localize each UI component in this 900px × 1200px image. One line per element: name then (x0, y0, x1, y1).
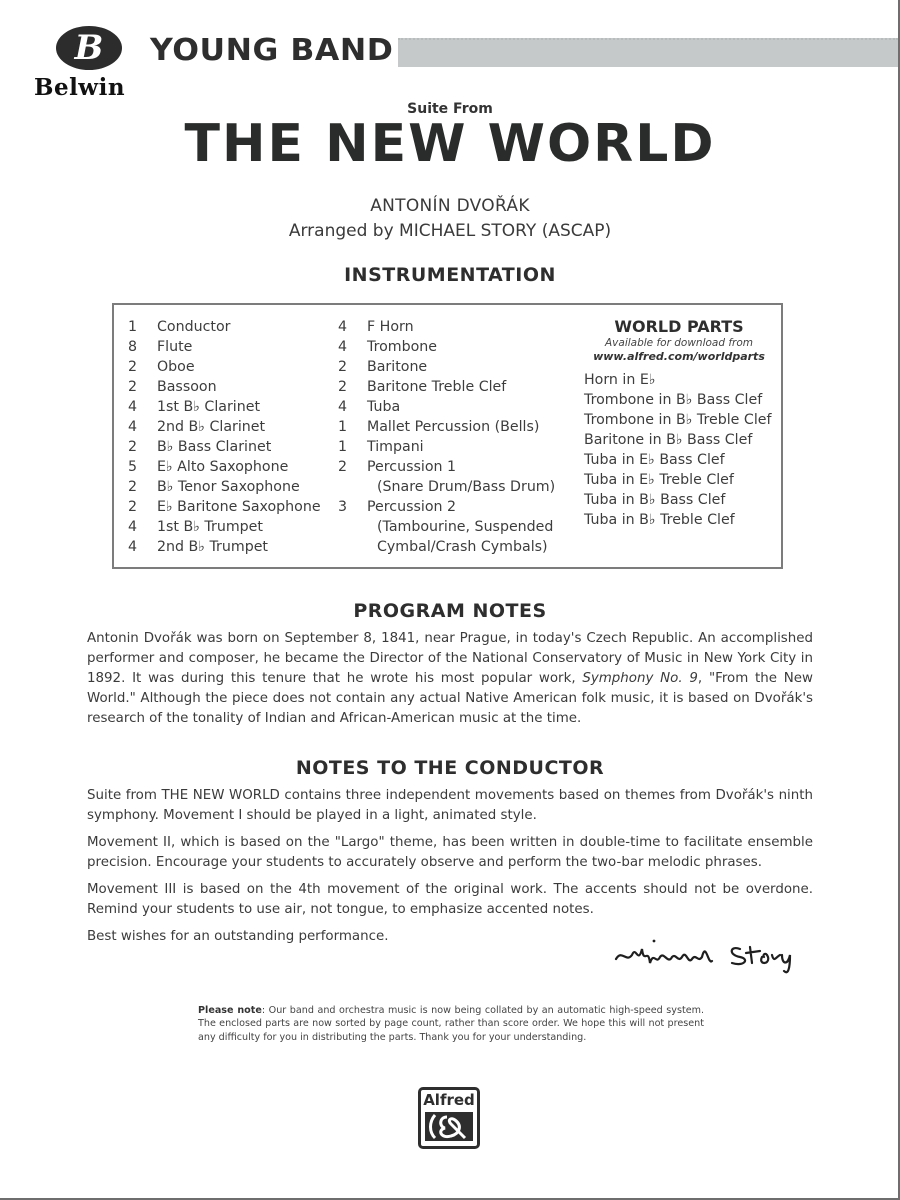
arranger: Arranged by MICHAEL STORY (ASCAP) (288, 221, 612, 241)
instrument-name: 1st B♭ Clarinet (157, 399, 261, 415)
program-notes-italic: Symphony No. 9 (582, 671, 698, 686)
world-part-item: Tuba in B♭ Bass Clef (584, 492, 726, 508)
world-parts (584, 317, 774, 530)
program-notes-heading: PROGRAM NOTES (353, 600, 547, 622)
instrument-name: Mallet Percussion (Bells) (367, 419, 540, 435)
world-part-item: Trombone in B♭ Bass Clef (584, 392, 763, 408)
instrument-name: (Snare Drum/Bass Drum) (377, 479, 556, 495)
world-parts-list (584, 370, 774, 530)
instrument-row (128, 377, 343, 397)
pretitle: Suite From (407, 101, 493, 117)
belwin-logo (30, 24, 145, 104)
instrument-row (128, 357, 343, 377)
world-part-item: Tuba in B♭ Treble Clef (584, 512, 735, 528)
belwin-wordmark: Belwin (34, 74, 126, 101)
instrument-name: Cymbal/Crash Cymbals) (377, 539, 548, 555)
instrument-name: 2nd B♭ Trumpet (157, 539, 268, 555)
instrument-name: Percussion 2 (367, 499, 457, 515)
signature-dot (653, 940, 656, 943)
instrument-name: Baritone (367, 359, 428, 375)
instrumentation-box (112, 303, 783, 569)
instrument-row (128, 397, 343, 417)
alfred-emblem-icon (425, 1112, 473, 1141)
instrument-row (338, 497, 578, 517)
alfred-logo (418, 1087, 480, 1149)
series-title: YOUNG BAND (150, 33, 394, 68)
instrument-quantity: 2 (128, 439, 138, 455)
instrument-row (128, 537, 343, 557)
signature-stroke (732, 947, 790, 972)
instrument-name: 1st B♭ Trumpet (157, 519, 263, 535)
instrument-name: E♭ Alto Saxophone (157, 459, 289, 475)
header-bar (398, 38, 898, 67)
instrument-name: E♭ Baritone Saxophone (157, 499, 321, 515)
instrument-row (338, 477, 578, 497)
instrument-row (338, 337, 578, 357)
conductor-paragraph: Suite from THE NEW WORLD contains three independent movements based on themes from Dvořák's ninth symphony. Movement I should be played in a light, animated style. (87, 788, 813, 823)
instrument-row (128, 337, 343, 357)
composer: ANTONÍN DVOŘÁK (370, 196, 530, 216)
conductor-paragraph: Movement II, which is based on the "Largo" theme, has been written in double-time to facilitate ensemble precision. Encourage your students to accurately observe and perform the two-bar melodic phrases. (87, 835, 813, 870)
instrument-row (128, 317, 343, 337)
please-note-text: : Our band and orchestra music is now being collated by an automatic high-speed system. The enclosed parts are now sorted by page count, rather than score order. We hope this will not present any difficulty for you in distributing the parts. Thank you for your understanding. (198, 1005, 705, 1043)
instrument-column-1 (128, 317, 343, 557)
instrument-row (128, 517, 343, 537)
world-part-item: Tuba in E♭ Bass Clef (584, 452, 725, 468)
instrument-column-2 (338, 317, 578, 557)
instrument-row (338, 417, 578, 437)
instrument-row (128, 497, 343, 517)
instrument-quantity: 1 (338, 439, 348, 455)
instrument-name: Flute (157, 339, 193, 355)
instrument-quantity: 4 (128, 539, 138, 555)
program-notes-text-2: , "From the New World." Although the piece does not contain any actual Native American folk music, it is based on Dvořák's research of the tonality of Indian and African-American music at the time. (87, 671, 813, 726)
world-parts-url[interactable]: www.alfred.com/worldparts (593, 350, 765, 363)
conductor-notes (87, 786, 813, 954)
instrument-name: B♭ Bass Clarinet (157, 439, 272, 455)
instrument-row (338, 537, 578, 557)
instrument-row (338, 317, 578, 337)
world-part-item: Trombone in B♭ Treble Clef (584, 412, 772, 428)
world-part-item: Horn in E♭ (584, 372, 656, 388)
instrument-name: 2nd B♭ Clarinet (157, 419, 266, 435)
instrument-quantity: 1 (128, 319, 138, 335)
please-note (198, 1004, 704, 1044)
instrument-quantity: 2 (128, 359, 138, 375)
instrumentation-heading: INSTRUMENTATION (344, 264, 556, 286)
instrument-row (128, 477, 343, 497)
instrument-quantity: 4 (128, 519, 138, 535)
instrument-quantity: 4 (338, 399, 348, 415)
instrument-row (128, 437, 343, 457)
instrument-row (338, 397, 578, 417)
instrument-quantity: 2 (338, 459, 348, 475)
world-part-item: Baritone in B♭ Bass Clef (584, 432, 753, 448)
instrument-name: Conductor (157, 319, 231, 335)
instrument-row (338, 377, 578, 397)
conductor-paragraph: Movement III is based on the 4th movement of the original work. The accents should not be overdone. Remind your students to use air, not tongue, to emphasize accented notes. (87, 882, 813, 917)
instrument-name: Bassoon (157, 379, 217, 395)
instrument-quantity: 2 (338, 379, 348, 395)
signature (612, 935, 812, 975)
instrument-quantity: 8 (128, 339, 138, 355)
instrument-name: Timpani (367, 439, 424, 455)
instrument-row (338, 457, 578, 477)
world-parts-subtitle: Available for download from (604, 337, 754, 349)
instrument-quantity: 5 (128, 459, 138, 475)
instrument-row (338, 517, 578, 537)
instrument-quantity: 4 (338, 319, 348, 335)
instrument-name: (Tambourine, Suspended (377, 519, 554, 535)
instrument-name: F Horn (367, 319, 414, 335)
instrument-name: Tuba (367, 399, 401, 415)
world-parts-title: WORLD PARTS (614, 317, 744, 336)
instrument-row (128, 417, 343, 437)
conductor-notes-heading: NOTES TO THE CONDUCTOR (295, 757, 605, 779)
instrument-quantity: 3 (338, 499, 348, 515)
instrument-name: Percussion 1 (367, 459, 457, 475)
instrument-quantity: 2 (128, 479, 138, 495)
instrument-row (128, 457, 343, 477)
instrument-quantity: 1 (338, 419, 348, 435)
world-part-item: Tuba in E♭ Treble Clef (584, 472, 734, 488)
program-notes-text-1: Antonin Dvořák was born on September 8, 1841, near Prague, in today's Czech Republic. An accomplished performer and composer, he became the Director of the National Conservatory of Music in New York City in 1892. It was during this tenure that he wrote his most popular work, (87, 631, 813, 686)
instrument-quantity: 4 (128, 419, 138, 435)
instrument-name: Oboe (157, 359, 195, 375)
belwin-monogram: B (74, 28, 104, 68)
instrument-quantity: 2 (128, 499, 138, 515)
please-note-label: Please note (198, 1005, 262, 1016)
program-notes-text (87, 629, 813, 729)
conductor-paragraph: Best wishes for an outstanding performance. (87, 929, 389, 944)
page-title: THE NEW WORLD (184, 114, 716, 174)
alfred-mark-icon (425, 1112, 473, 1141)
alfred-wordmark: Alfred (423, 1091, 475, 1109)
instrument-name: Baritone Treble Clef (367, 379, 507, 395)
instrument-quantity: 4 (128, 399, 138, 415)
signature-stroke (616, 949, 712, 963)
instrument-name: B♭ Tenor Saxophone (157, 479, 300, 495)
instrument-row (338, 357, 578, 377)
instrument-row (338, 437, 578, 457)
instrument-name: Trombone (367, 339, 438, 355)
instrument-quantity: 2 (128, 379, 138, 395)
instrument-quantity: 4 (338, 339, 348, 355)
instrument-quantity: 2 (338, 359, 348, 375)
